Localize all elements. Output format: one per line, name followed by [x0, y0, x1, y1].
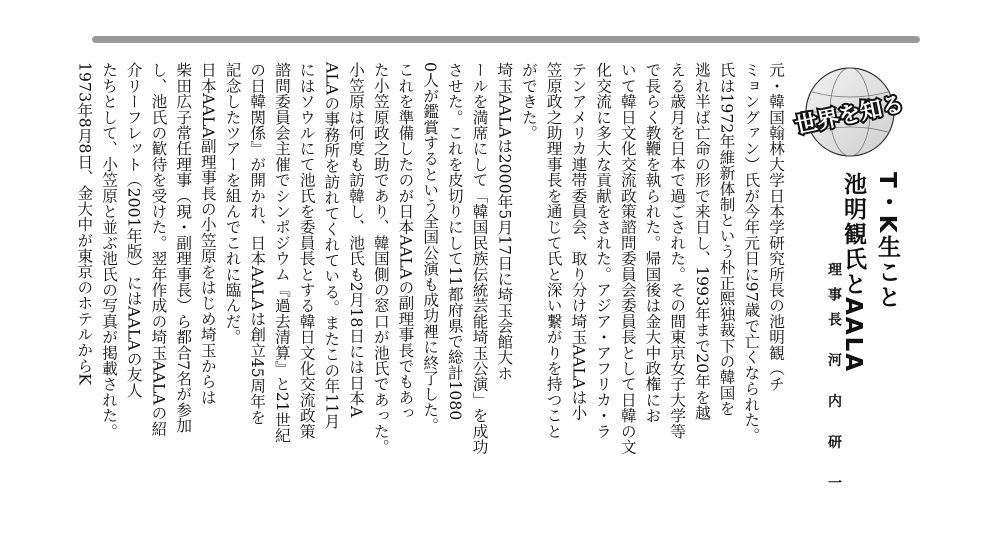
article-body: 元・韓国翰林大学日本学研究所長の池明観（チ ミョングァン）氏が今年元日に97歳で亡くなられた。 氏は1972年維新体制という朴正熙独裁下の韓国を 逃れ半ば亡命の形で来日し、1993年まで20年を越 える歳月を日本で過ごされた。その間東京女子大学等 で長らく教鞭を執られた。帰国後は金大中政権にお いて韓日文化交流政策諮問委員会委員長として日韓の文 化交流に多大な貢献をされた。アジア・アフリカ・ラ テンアメリカ連帯委員会、取り分け埼玉AALAは小 笠原政之助理事長を通じて氏と深い繋がりを持つこと ができた。 埼玉AALAは2000年5月17日に埼玉会館大ホ ールを満席にして「韓国民族伝統芸能埼玉公演」を成功 させた。これを皮切りにして11都府県で総計1080 0人が鑑賞するという全国公演も成功裡に終了した。 これを準備したのが日本AALAの副理事長でもあっ た小笠原政之助であり、韓国側の窓口が池氏であった。 小笠原は何度も訪韓し、池氏も2月18日には日本A ALAの事務所を訪れてくれている。またこの年11月 にはソウルにて池氏を委員長とする韓日文化交流政策 諮問委員会主催でシンポジウム『過去清算』と21世紀 の日韓関係』が開かれ、日本AALAは創立45周年を 記念したツアーを組んでこれに臨んだ。 日本AALA副理事長の小笠原をはじめ埼玉からは 柴田広子常任理事（現・副理事長）ら都合7名が参加 し、池氏の歓待を受けた。翌年作成の埼玉AALAの紹 介リーフレット（2001年版）にはAALAの友人 たちとして、小笠原と並ぶ池氏の写真が掲載された。 1973年8月8日、金大中が東京のホテルからK: [75, 62, 785, 455]
article-title: T・K生こと 池明観氏とAALA: [840, 172, 900, 374]
top-divider-bar: [92, 36, 920, 43]
article-byline: 理事長 河 内 研 一: [826, 262, 842, 501]
section-badge-label: 世界を知る: [793, 91, 907, 140]
section-badge: [790, 62, 910, 160]
